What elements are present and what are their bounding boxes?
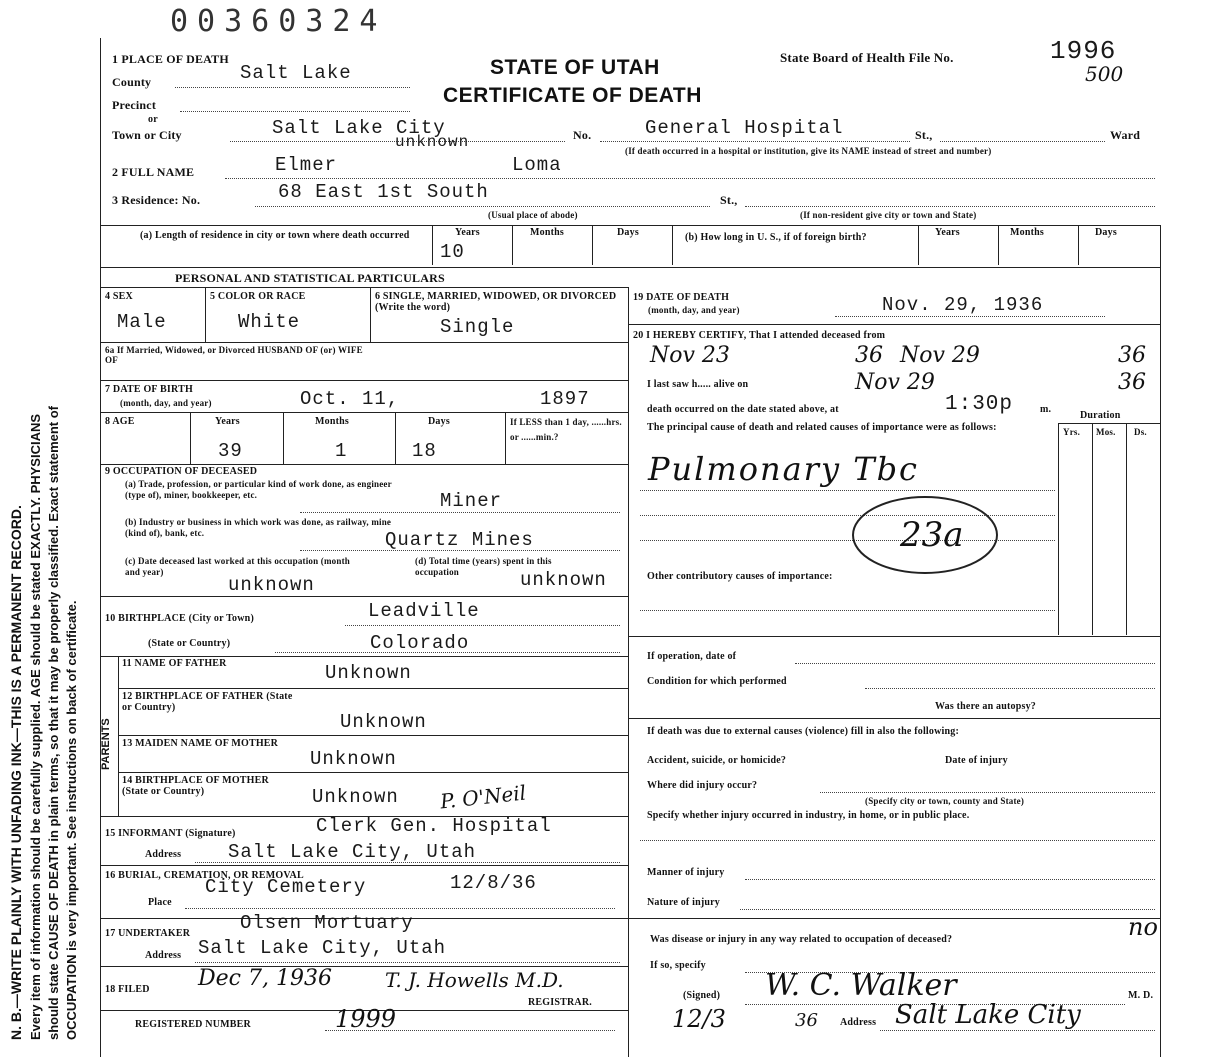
cause-code: 23a xyxy=(900,515,964,555)
us-months-hdr: Months xyxy=(1010,227,1044,238)
informant-address-label: Address xyxy=(145,849,182,860)
mother-name-label: 13 MAIDEN NAME OF MOTHER xyxy=(122,738,279,749)
dob-sub: (month, day, and year) xyxy=(120,398,212,408)
specify-label: Specify whether injury occurred in industry, in home, or in public place. xyxy=(647,810,970,821)
father-name: Unknown xyxy=(325,662,412,684)
res-years: 10 xyxy=(440,241,465,263)
town-value: Salt Lake City xyxy=(272,117,446,139)
place-section-label: 1 PLACE OF DEATH xyxy=(112,52,229,66)
physician-signature: W. C. Walker xyxy=(765,968,957,1003)
industry-value: Quartz Mines xyxy=(385,529,534,551)
total-time-value: unknown xyxy=(520,569,607,591)
spouse-label: 6a If Married, Widowed, or Divorced HUSBAND OF (or) WIFE OF xyxy=(105,345,363,365)
dod-label: 19 DATE OF DEATH xyxy=(633,292,730,303)
birthplace-state: Colorado xyxy=(370,632,470,654)
signed-label: (Signed) xyxy=(683,990,721,1001)
operation-label: If operation, date of xyxy=(647,651,737,662)
md-label: M. D. xyxy=(1128,990,1154,1001)
age-days-hdr: Days xyxy=(428,416,450,427)
ifso-label: If so, specify xyxy=(650,960,706,971)
signed-date: 12/3 xyxy=(672,1005,726,1033)
informant-value: Clerk Gen. Hospital xyxy=(316,815,552,837)
left-border xyxy=(100,38,101,1057)
informant-address: Salt Lake City, Utah xyxy=(228,841,477,863)
age-months: 1 xyxy=(335,440,348,462)
last-name: Loma xyxy=(512,154,562,176)
occurred-label: death occurred on the date stated above, at xyxy=(647,404,839,415)
attended-to: Nov 29 xyxy=(900,343,980,368)
mother-bp-label: 14 BIRTHPLACE OF MOTHER (State or Country) xyxy=(122,775,269,797)
nonresident-note: (If non-resident give city or town and State) xyxy=(800,210,977,220)
time-value: 1:30p xyxy=(945,393,1014,416)
sidebar-line-1: N. B.—WRITE PLAINLY WITH UNFADING INK—THIS IS A PERMANENT RECORD. xyxy=(8,505,24,1040)
res-years-hdr: Years xyxy=(455,227,480,238)
us-days-hdr: Days xyxy=(1095,227,1117,238)
length-label: (a) Length of residence in city or town where death occurred xyxy=(140,230,410,241)
where-label: Where did injury occur? xyxy=(647,780,758,791)
last-worked-value: unknown xyxy=(228,574,315,596)
registered-number-label: REGISTERED NUMBER xyxy=(135,1019,251,1030)
full-name-label: 2 FULL NAME xyxy=(112,165,195,179)
occ-label: 9 OCCUPATION OF DECEASED xyxy=(105,466,258,477)
manner-label: Manner of injury xyxy=(647,867,725,878)
burial-place: City Cemetery xyxy=(205,876,367,898)
filed-value: Dec 7, 1936 xyxy=(198,966,332,991)
injury-date-label: Date of injury xyxy=(945,755,1008,766)
father-bp: Unknown xyxy=(340,711,427,733)
occ-c-label: (c) Date deceased last worked at this occupation (month and year) xyxy=(125,556,350,577)
physician-address-label: Address xyxy=(840,1017,877,1028)
file-no-sub: 500 xyxy=(1085,62,1124,86)
registered-number: 1999 xyxy=(335,1005,397,1033)
undertaker-label: 17 UNDERTAKER xyxy=(105,928,191,939)
related-value: no xyxy=(1128,913,1158,941)
county-value: Salt Lake xyxy=(240,62,352,84)
registrar-label: REGISTRAR. xyxy=(528,997,592,1008)
occ-a-label: (a) Trade, profession, or particular kind of work done, as engineer (type of), miner, bookkeeper, etc. xyxy=(125,479,392,500)
marital-value: Single xyxy=(440,316,515,338)
last-saw-label: I last saw h..... alive on xyxy=(647,379,749,390)
place-note: (If death occurred in a hospital or institution, give its NAME instead of street and number) xyxy=(625,146,992,156)
marital-label: 6 SINGLE, MARRIED, WIDOWED, OR DIVORCED (Write the word) xyxy=(375,291,617,313)
burial-place-label: Place xyxy=(148,897,172,908)
physician-address: Salt Lake City xyxy=(895,1000,1081,1030)
dur-mos: Mos. xyxy=(1096,427,1116,437)
signed-year: 36 xyxy=(795,1010,818,1031)
burial-label: 16 BURIAL, CREMATION, OR REMOVAL xyxy=(105,870,304,881)
occ-b-label: (b) Industry or business in which work was done, as railway, mine (kind of), bank, etc. xyxy=(125,517,392,538)
age-days: 18 xyxy=(412,440,437,462)
age-label: 8 AGE xyxy=(105,416,135,427)
filed-label: 18 FILED xyxy=(105,984,150,995)
age-years: 39 xyxy=(218,440,243,462)
related-label: Was disease or injury in any way related to occupation of deceased? xyxy=(650,934,953,945)
sex-value: Male xyxy=(117,311,167,333)
residence-value: 68 East 1st South xyxy=(278,181,489,203)
state-title: STATE OF UTAH xyxy=(490,56,660,79)
us-label: (b) How long in U. S., if of foreign birth? xyxy=(685,232,867,243)
specify-note: (Specify city or town, county and State) xyxy=(865,796,1025,806)
birthplace-label: 10 BIRTHPLACE (City or Town) xyxy=(105,613,254,624)
first-name: Elmer xyxy=(275,154,338,176)
dob-value: Oct. 11, xyxy=(300,388,400,410)
residence-st-label: St., xyxy=(720,193,738,207)
res-months-hdr: Months xyxy=(530,227,564,238)
ward-label: Ward xyxy=(1110,128,1141,142)
informant-signature: P. O'Neil xyxy=(438,780,528,814)
father-name-label: 11 NAME OF FATHER xyxy=(122,658,227,669)
usual-abode-note: (Usual place of abode) xyxy=(488,210,578,220)
dob-label: 7 DATE OF BIRTH xyxy=(105,384,193,395)
registrar-signature: T. J. Howells M.D. xyxy=(385,968,564,992)
burial-date: 12/8/36 xyxy=(450,872,537,894)
residence-label: 3 Residence: No. xyxy=(112,193,201,207)
condition-label: Condition for which performed xyxy=(647,676,787,687)
attended-to-year: 36 xyxy=(1118,343,1146,368)
attended-from-year: 36 xyxy=(855,343,883,368)
middle-name: unknown xyxy=(395,133,470,151)
certify-label: 20 I HEREBY CERTIFY, That I attended deceased from xyxy=(633,330,886,341)
mother-bp: Unknown xyxy=(312,786,399,808)
sidebar-line-3: should state CAUSE OF DEATH in plain terms, so that it may be properly classified. Exact statement of xyxy=(46,405,61,1040)
no-label: No. xyxy=(573,128,592,142)
color-label: 5 COLOR OR RACE xyxy=(210,291,306,302)
file-no-label: State Board of Health File No. xyxy=(780,50,954,65)
birthplace-city: Leadville xyxy=(368,600,480,622)
external-label: If death was due to external causes (violence) fill in also the following: xyxy=(647,726,960,737)
occ-d-label: (d) Total time (years) spent in this occupation xyxy=(415,556,552,577)
accident-label: Accident, suicide, or homicide? xyxy=(647,755,787,766)
sex-label: 4 SEX xyxy=(105,291,133,302)
sidebar-line-2: Every item of information should be carefully supplied. AGE should be stated EXACTLY. PHYSICIANS xyxy=(28,413,43,1040)
birthplace-state-label: (State or Country) xyxy=(148,638,231,649)
county-label: County xyxy=(112,75,152,89)
cause-label: The principal cause of death and related causes of importance were as follows: xyxy=(647,422,997,433)
dur-ds: Ds. xyxy=(1134,427,1147,437)
stamp-number: 00360324 xyxy=(170,4,387,39)
st-label: St., xyxy=(915,128,933,142)
sidebar-line-4: OCCUPATION is very important. See instructions on back of certificate. xyxy=(64,600,79,1040)
res-days-hdr: Days xyxy=(617,227,639,238)
dob-year: 1897 xyxy=(540,388,590,410)
undertaker-value: Olsen Mortuary xyxy=(240,912,414,934)
certificate-title: CERTIFICATE OF DEATH xyxy=(443,84,702,107)
undertaker-address: Salt Lake City, Utah xyxy=(198,937,447,959)
autopsy-label: Was there an autopsy? xyxy=(935,701,1036,712)
file-no: 1996 xyxy=(1050,36,1117,66)
parents-label: PARENTS xyxy=(100,718,112,770)
center-divider xyxy=(628,287,629,1057)
dod-sub: (month, day, and year) xyxy=(648,305,740,315)
precinct-label: Precinct xyxy=(112,98,157,112)
age-months-hdr: Months xyxy=(315,416,349,427)
informant-label: 15 INFORMANT (Signature) xyxy=(105,828,236,839)
nature-label: Nature of injury xyxy=(647,897,721,908)
color-value: White xyxy=(238,311,301,333)
other-causes-label: Other contributory causes of importance: xyxy=(647,571,833,582)
age-years-hdr: Years xyxy=(215,416,240,427)
last-saw-year: 36 xyxy=(1118,370,1146,395)
occ-value: Miner xyxy=(440,490,503,512)
right-border xyxy=(1160,225,1161,1057)
less-label: If LESS than 1 day, ......hrs. or ......min.? xyxy=(510,417,622,442)
dur-yrs: Yrs. xyxy=(1063,427,1081,437)
personal-header: PERSONAL AND STATISTICAL PARTICULARS xyxy=(175,271,445,285)
last-saw-value: Nov 29 xyxy=(855,370,935,395)
undertaker-address-label: Address xyxy=(145,950,182,961)
no-value: General Hospital xyxy=(645,117,844,139)
dod-value: Nov. 29, 1936 xyxy=(882,294,1044,316)
or-label: or xyxy=(148,114,158,125)
cause-value: Pulmonary Tbc xyxy=(648,450,919,488)
mother-name: Unknown xyxy=(310,748,397,770)
attended-from: Nov 23 xyxy=(650,343,730,368)
us-years-hdr: Years xyxy=(935,227,960,238)
m-label: m. xyxy=(1040,404,1052,415)
town-label: Town or City xyxy=(112,128,182,142)
duration-label: Duration xyxy=(1080,410,1121,421)
father-bp-label: 12 BIRTHPLACE OF FATHER (State or Country) xyxy=(122,691,293,713)
